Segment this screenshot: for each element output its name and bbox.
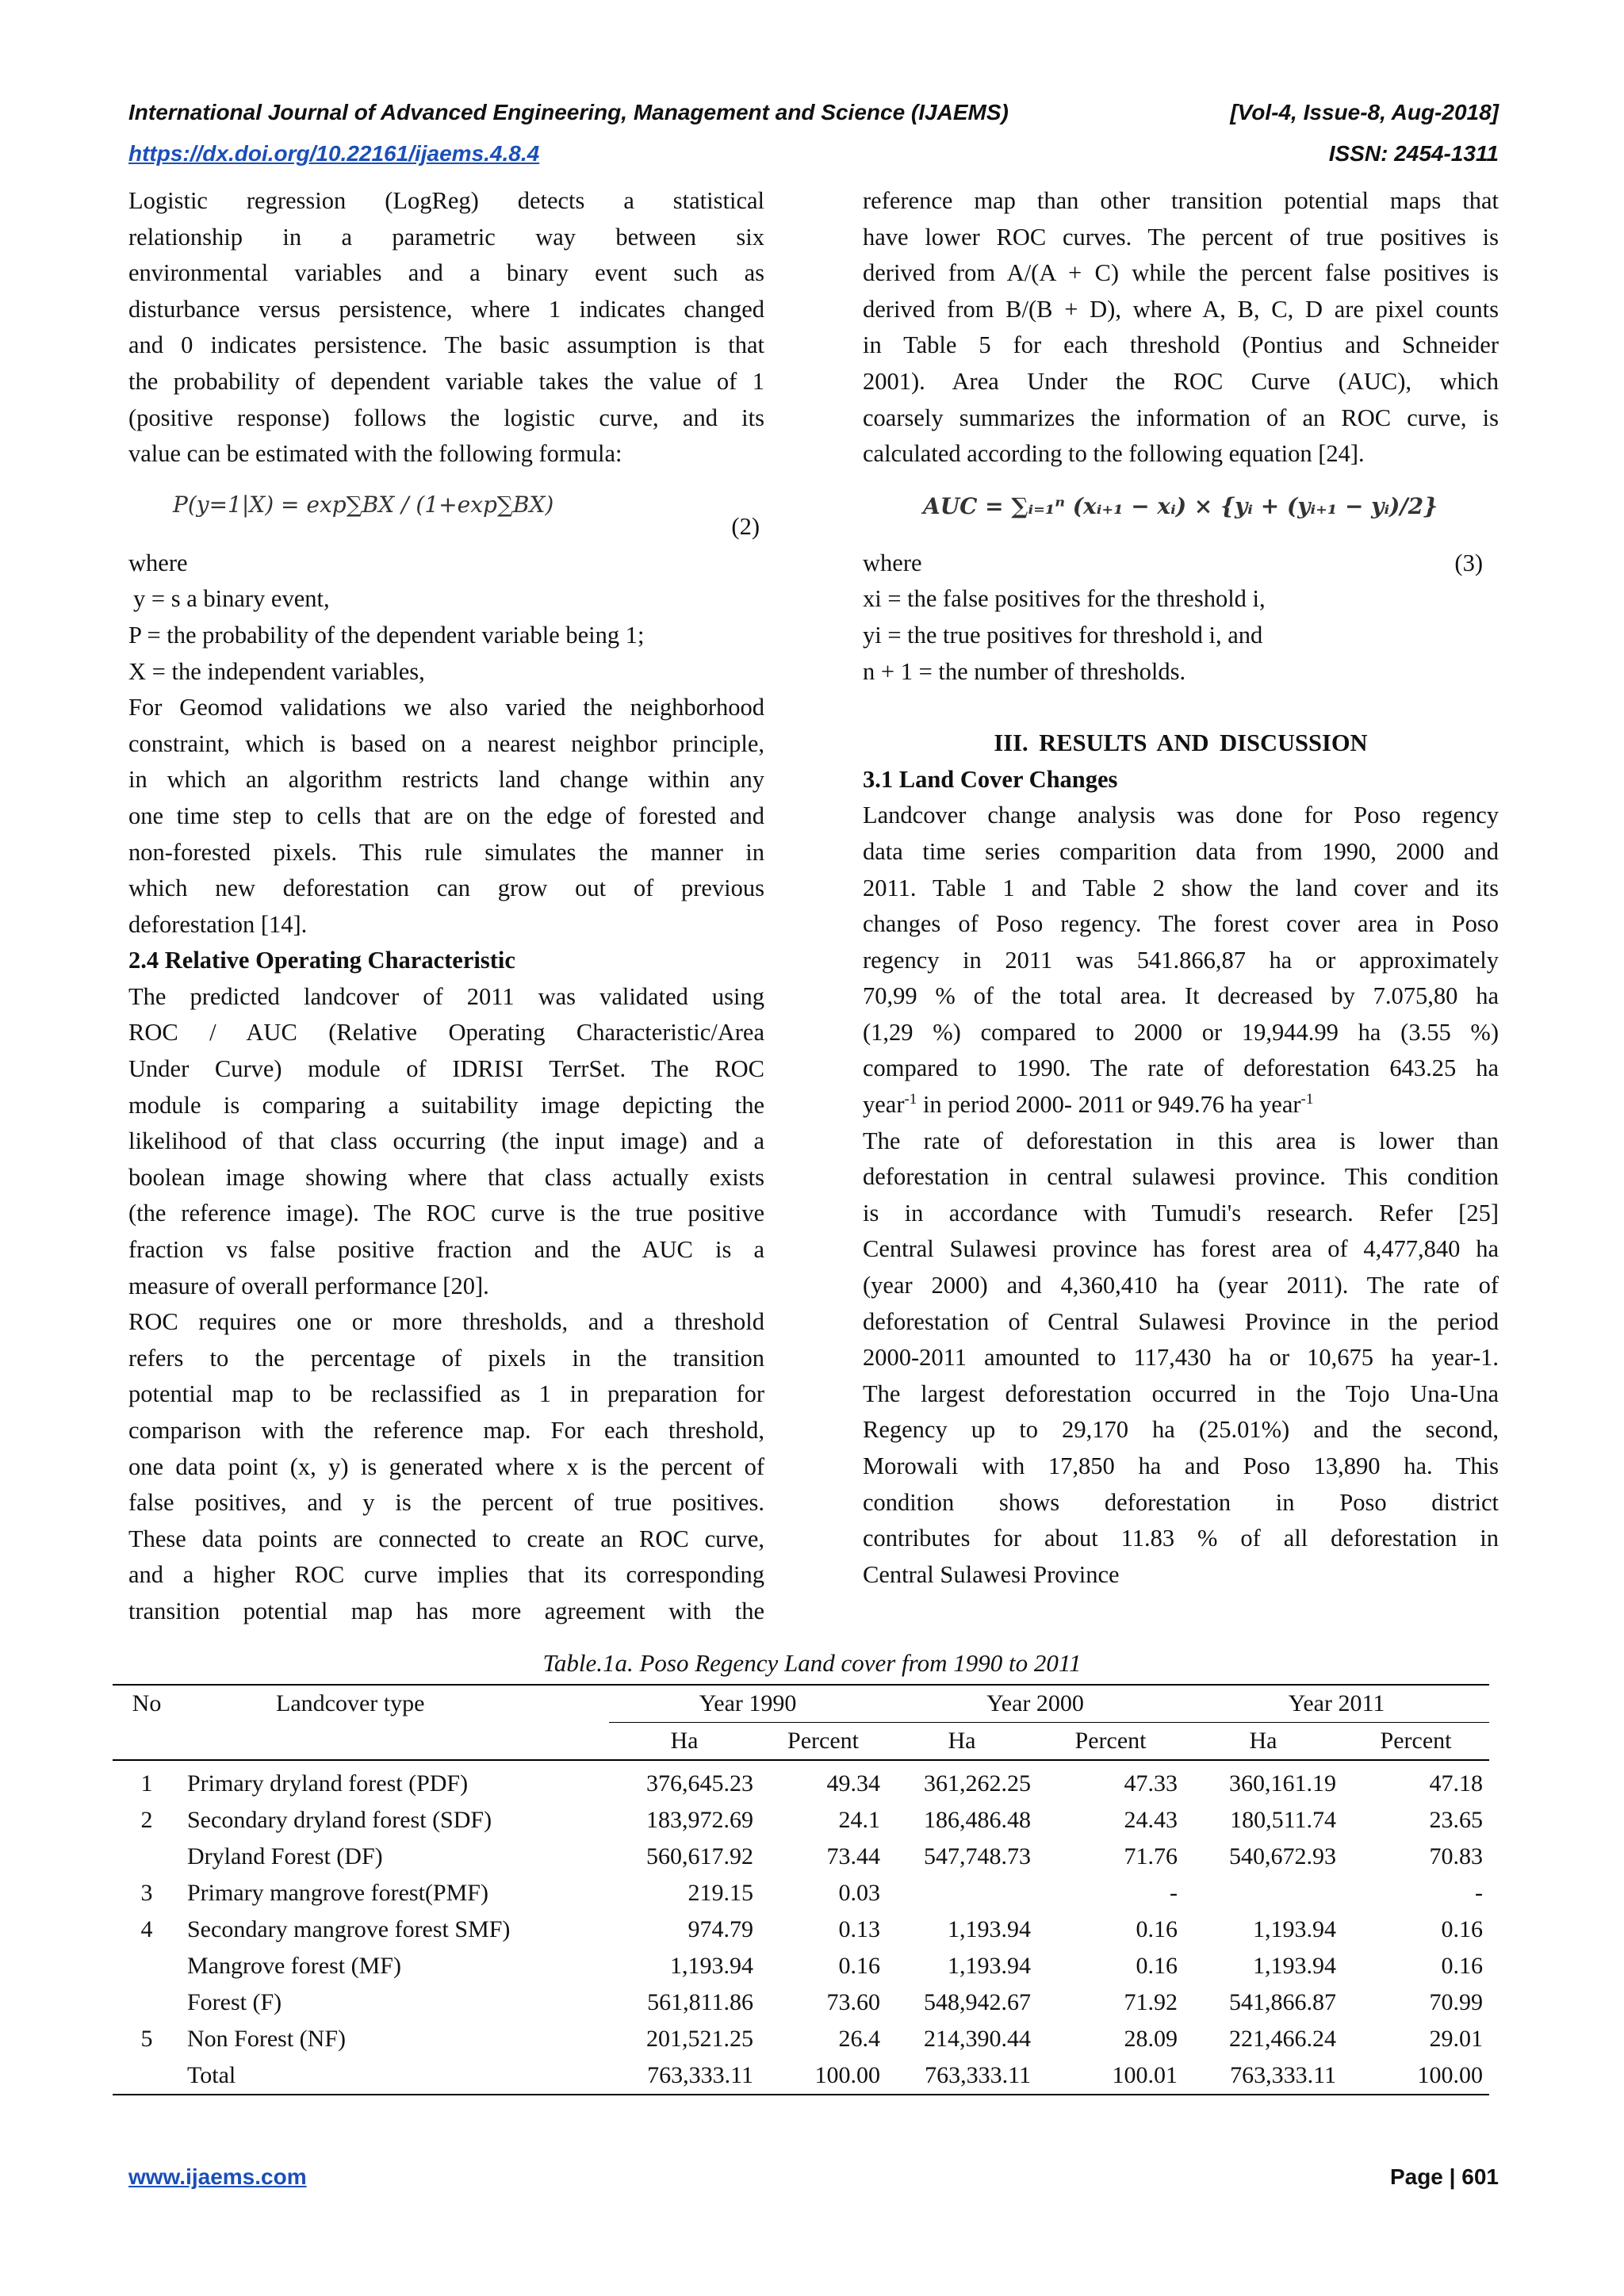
issn: ISSN: 2454-1311 <box>1328 141 1499 166</box>
text-line: coarsely summarizes the information of an ROC curve, is <box>863 404 1499 431</box>
text-line: contributes for about 11.83 % of all deforestation in <box>863 1525 1499 1552</box>
landcover-type-cell: Non Forest (NF) <box>187 2026 346 2052</box>
text-line: 2011. Table 1 and Table 2 show the land cover and its <box>863 874 1499 901</box>
text-line: false positives, and y is the percent of true positives. <box>128 1489 764 1517</box>
landcover-type-cell: Primary dryland forest (PDF) <box>187 1770 469 1797</box>
value-cell: 763,333.11 <box>609 2057 760 2095</box>
value-cell: 1,193.94 <box>1253 1916 1336 1942</box>
value-cell: 360,161.19 <box>1229 1770 1336 1797</box>
roc-paragraph <box>128 979 764 1304</box>
table-row <box>113 1875 1489 1911</box>
value-cell: 548,942.67 <box>924 1989 1031 2015</box>
text-line: calculated according to the following equation [24]. <box>863 440 1365 468</box>
value-cell: 180,511.74 <box>1230 1807 1336 1833</box>
volume-info: [Vol-4, Issue-8, Aug-2018] <box>1230 100 1499 124</box>
subheader-ha: Ha <box>887 1723 1037 1761</box>
row-number: 4 <box>140 1916 153 1942</box>
text-line: ROC / AUC (Relative Operating Characteristic/Area <box>128 1019 764 1047</box>
text-line: ROC requires one or more thresholds, and a threshold <box>128 1308 764 1336</box>
table-row <box>113 1839 1489 1875</box>
text-line: comparison with the reference map. For each threshold, <box>128 1417 764 1444</box>
text-line: yi = the true positives for threshold i, and <box>863 621 1263 649</box>
header-no: No <box>113 1685 181 1723</box>
value-cell: 1,193.94 <box>670 1953 753 1979</box>
text-line: measure of overall performance [20]. <box>128 1272 489 1299</box>
text-line: in which an algorithm restricts land change within any <box>128 766 764 794</box>
value-cell: 70.83 <box>1429 1843 1483 1869</box>
text-line: (1,29 %) compared to 2000 or 19,944.99 ha (3.55 %) <box>863 1018 1499 1046</box>
text-line: deforestation [14]. <box>128 910 308 938</box>
text-line: derived from B/(B + D), where A, B, C, D are pixel counts <box>863 295 1499 323</box>
text-line: disturbance versus persistence, where 1 indicates changed <box>128 295 764 323</box>
website-link[interactable]: www.ijaems.com <box>128 2164 307 2189</box>
value-cell: 71.92 <box>1124 1989 1178 2015</box>
text-line: and a higher ROC curve implies that its corresponding <box>128 1561 764 1589</box>
landcover-change-paragraph <box>863 798 1499 1123</box>
text-line: where <box>863 549 922 576</box>
text-line: compared to 1990. The rate of deforestation 643.25 ha <box>863 1054 1499 1082</box>
value-cell: 26.4 <box>838 2026 880 2052</box>
value-cell: 100.01 <box>1037 2057 1184 2095</box>
value-cell: 763,333.11 <box>1184 2057 1342 2095</box>
text-line: Logistic regression (LogReg) detects a statistical <box>128 187 764 214</box>
text-line: 2000-2011 amounted to 117,430 ha or 10,675 ha year-1. <box>863 1344 1499 1372</box>
subheader-ha: Ha <box>1184 1723 1342 1761</box>
left-column <box>128 183 764 1630</box>
text-line: Landcover change analysis was done for Poso regency <box>863 802 1499 829</box>
table-row <box>113 1911 1489 1948</box>
roc-continued-paragraph <box>863 183 1499 473</box>
value-cell: 0.16 <box>1441 1916 1483 1942</box>
value-cell: 201,521.25 <box>646 2026 753 2052</box>
value-cell: 0.03 <box>838 1880 880 1906</box>
value-cell <box>887 1875 1037 1911</box>
text-line: boolean image showing where that class actually exists <box>128 1163 764 1191</box>
auc-definitions <box>863 581 1499 690</box>
landcover-type-cell: Forest (F) <box>187 1989 282 2015</box>
journal-title: International Journal of Advanced Engineering, Management and Science (IJAEMS) <box>128 100 1009 124</box>
table-row <box>113 2021 1489 2057</box>
text-line: where <box>128 549 188 576</box>
text-line: environmental variables and a binary event such as <box>128 259 764 287</box>
header-year-2011: Year 2011 <box>1184 1685 1489 1723</box>
text-line: relationship in a parametric way between six <box>128 223 764 251</box>
text-line: and 0 indicates persistence. The basic assumption is that <box>128 331 764 359</box>
text-line: y = s a binary event, <box>133 585 330 613</box>
subheader-percent: Percent <box>1342 1723 1489 1761</box>
value-cell: 361,262.25 <box>924 1770 1031 1797</box>
text-line: The predicted landcover of 2011 was validated using <box>128 982 764 1010</box>
row-number: 1 <box>140 1770 153 1797</box>
text-line: (year 2000) and 4,360,410 ha (year 2011). The rate of <box>863 1272 1499 1299</box>
value-cell: 100.00 <box>760 2057 887 2095</box>
table-row <box>113 2057 1489 2095</box>
row-number: 2 <box>140 1807 153 1833</box>
text-line: Under Curve) module of IDRISI TerrSet. The ROC <box>128 1055 764 1083</box>
text-line: have lower ROC curves. The percent of true positives is <box>863 223 1499 251</box>
doi-header <box>128 140 1499 168</box>
text-line: For Geomod validations we also varied the neighborhood <box>128 694 764 721</box>
value-cell: 560,617.92 <box>646 1843 753 1869</box>
text-line: one time step to cells that are on the edge of forested and <box>128 802 764 829</box>
row-number: 3 <box>140 1880 153 1906</box>
section-heading-2-4: 2.4 Relative Operating Characteristic <box>128 947 515 974</box>
text-line: xi = the false positives for the threshold i, <box>863 585 1266 613</box>
text-line: X = the independent variables, <box>128 657 425 685</box>
text-line: deforestation in central sulawesi province. This condition <box>863 1163 1499 1191</box>
table-row <box>113 1760 1489 1802</box>
landcover-type-cell: Secondary mangrove forest SMF) <box>187 1916 511 1942</box>
equation-3-number: (3) <box>1454 549 1483 576</box>
text-line: fraction vs false positive fraction and the AUC is a <box>128 1236 764 1264</box>
text-line: The largest deforestation occurred in the Tojo Una-Una <box>863 1380 1499 1407</box>
text-line: transition potential map has more agreement with the <box>128 1597 764 1624</box>
header-year-1990: Year 1990 <box>609 1685 887 1723</box>
equation-2-number: (2) <box>731 512 760 540</box>
logreg-definitions <box>128 545 764 690</box>
superscript: -1 <box>1300 1090 1314 1108</box>
section-heading-3-1: 3.1 Land Cover Changes <box>863 765 1118 793</box>
text-line: 70,99 % of the total area. It decreased by 7.075,80 ha <box>863 982 1499 1010</box>
value-cell: 561,811.86 <box>647 1989 753 2015</box>
table-subheader-row <box>113 1723 1489 1761</box>
text-line: is in accordance with Tumudi's research. Refer [25] <box>863 1199 1499 1226</box>
right-column <box>863 183 1499 1593</box>
equation-2-formula: P(y=1|X) = exp∑BX / (1+exp∑BX) <box>173 491 554 518</box>
section-heading-3: III. RESULTS AND DISCUSSION <box>994 729 1368 757</box>
value-cell: 540,672.93 <box>1229 1843 1336 1869</box>
text-line: which new deforestation can grow out of previous <box>128 874 764 902</box>
row-number <box>113 2057 181 2095</box>
value-cell: 47.18 <box>1429 1770 1483 1797</box>
text-line: derived from A/(A + C) while the percent false positives is <box>863 259 1499 287</box>
subheader-percent: Percent <box>1037 1723 1184 1761</box>
text-line: deforestation of Central Sulawesi Province in the period <box>863 1307 1499 1335</box>
text-line: Regency up to 29,170 ha (25.01%) and the second, <box>863 1416 1499 1444</box>
value-cell: - <box>1475 1880 1483 1906</box>
text-line: n + 1 = the number of thresholds. <box>863 657 1186 685</box>
value-cell: 100.00 <box>1342 2057 1489 2095</box>
text-line: (the reference image). The ROC curve is the true positive <box>128 1200 764 1227</box>
value-cell: 214,390.44 <box>924 2026 1031 2052</box>
header-year-2000: Year 2000 <box>887 1685 1184 1723</box>
text-line: (positive response) follows the logistic curve, and its <box>128 404 764 431</box>
value-cell: 0.13 <box>838 1916 880 1942</box>
logreg-paragraph <box>128 183 764 473</box>
text-line: Morowali with 17,850 ha and Poso 13,890 ha. This <box>863 1452 1499 1479</box>
row-number <box>113 1839 181 1875</box>
value-cell: 186,486.48 <box>924 1807 1031 1833</box>
landcover-table <box>113 1684 1489 2095</box>
text-line: the probability of dependent variable takes the value of 1 <box>128 367 764 395</box>
geomod-paragraph <box>128 690 764 943</box>
value-cell: 1,193.94 <box>1253 1953 1336 1979</box>
text-line: The rate of deforestation in this area is lower than <box>863 1127 1499 1154</box>
subheader-ha: Ha <box>609 1723 760 1761</box>
text-line: P = the probability of the dependent variable being 1; <box>128 621 645 649</box>
text-line: changes of Poso regency. The forest cover area in Poso <box>863 910 1499 938</box>
page-footer <box>128 2164 1499 2190</box>
text-line: constraint, which is based on a nearest neighbor principle, <box>128 729 764 757</box>
landcover-type-cell: Dryland Forest (DF) <box>187 1843 383 1869</box>
value-cell: 974.79 <box>688 1916 753 1942</box>
value-cell: 541,866.87 <box>1229 1989 1336 2015</box>
value-cell <box>1184 1875 1342 1911</box>
value-cell: 73.44 <box>826 1843 880 1869</box>
value-cell: 183,972.69 <box>646 1807 753 1833</box>
text-line: in Table 5 for each threshold (Pontius and Schneider <box>863 331 1499 359</box>
landcover-type-cell: Primary mangrove forest(PMF) <box>187 1880 488 1906</box>
text-line: 2001). Area Under the ROC Curve (AUC), which <box>863 367 1499 395</box>
text-line: Central Sulawesi province has forest area of 4,477,840 ha <box>863 1235 1499 1263</box>
journal-header <box>128 98 1499 127</box>
value-cell: 547,748.73 <box>924 1843 1031 1869</box>
text-line: Central Sulawesi Province <box>863 1560 1120 1588</box>
text-line: one data point (x, y) is generated where x is the percent of <box>128 1452 764 1480</box>
equation-3 <box>863 473 1499 545</box>
deforestation-paragraph <box>863 1123 1499 1594</box>
page-number: Page | 601 <box>1389 2164 1499 2189</box>
value-cell: 70.99 <box>1429 1989 1483 2015</box>
value-cell: 1,193.94 <box>948 1953 1031 1979</box>
row-number: 5 <box>140 2026 153 2052</box>
text-fragment: year <box>863 1091 905 1119</box>
text-line: condition shows deforestation in Poso district <box>863 1488 1499 1516</box>
text-line: module is comparing a suitability image depicting the <box>128 1091 764 1119</box>
text-line <box>863 1087 1499 1123</box>
row-number <box>113 1984 181 2021</box>
text-line: non-forested pixels. This rule simulates the manner in <box>128 838 764 866</box>
superscript: -1 <box>904 1090 917 1108</box>
table-row <box>113 1984 1489 2021</box>
value-cell: 28.09 <box>1124 2026 1178 2052</box>
landcover-type-cell: Secondary dryland forest (SDF) <box>187 1807 492 1833</box>
equation-3-formula: AUC = ∑ᵢ₌₁ⁿ (xᵢ₊₁ − xᵢ) × {yᵢ + (yᵢ₊₁ − yᵢ)/2} <box>923 492 1438 519</box>
text-line: regency in 2011 was 541.866,87 ha or approximately <box>863 946 1499 974</box>
value-cell: 763,333.11 <box>887 2057 1037 2095</box>
table-row <box>113 1802 1489 1839</box>
text-line: value can be estimated with the following formula: <box>128 440 622 468</box>
value-cell: 376,645.23 <box>646 1770 753 1797</box>
subheader-percent: Percent <box>760 1723 887 1761</box>
value-cell: 219.15 <box>688 1880 753 1906</box>
value-cell: - <box>1170 1880 1178 1906</box>
row-number <box>113 1948 181 1984</box>
value-cell: 0.16 <box>838 1953 880 1979</box>
text-line: These data points are connected to create an ROC curve, <box>128 1525 764 1552</box>
value-cell: 0.16 <box>1136 1916 1178 1942</box>
value-cell: 71.76 <box>1124 1843 1178 1869</box>
text-line: potential map to be reclassified as 1 in preparation for <box>128 1380 764 1408</box>
value-cell: 1,193.94 <box>948 1916 1031 1942</box>
table-caption: Table.1a. Poso Regency Land cover from 1990 to 2011 <box>542 1649 1082 1677</box>
value-cell: 221,466.24 <box>1229 2026 1336 2052</box>
value-cell: 23.65 <box>1429 1807 1483 1833</box>
value-cell: 0.16 <box>1136 1953 1178 1979</box>
threshold-paragraph <box>128 1304 764 1629</box>
value-cell: 29.01 <box>1429 2026 1483 2052</box>
value-cell: 24.43 <box>1124 1807 1178 1833</box>
table-header-row <box>113 1685 1489 1723</box>
table-body <box>113 1760 1489 2095</box>
text-line: data time series comparition data from 1990, 2000 and <box>863 837 1499 865</box>
text-fragment: in period 2000- 2011 or 949.76 ha year <box>917 1091 1301 1119</box>
value-cell: 47.33 <box>1124 1770 1178 1797</box>
value-cell: 73.60 <box>826 1989 880 2015</box>
text-line: reference map than other transition potential maps that <box>863 187 1499 214</box>
value-cell: 0.16 <box>1441 1953 1483 1979</box>
equation-3-where <box>863 545 1499 582</box>
doi-link[interactable]: https://dx.doi.org/10.22161/ijaems.4.8.4 <box>128 141 540 166</box>
landcover-type-cell: Total <box>181 2057 609 2095</box>
value-cell: 24.1 <box>838 1807 880 1833</box>
equation-2 <box>128 473 764 545</box>
text-line: likelihood of that class occurring (the input image) and a <box>128 1127 764 1155</box>
table-row <box>113 1948 1489 1984</box>
landcover-type-cell: Mangrove forest (MF) <box>187 1953 401 1979</box>
text-line: refers to the percentage of pixels in the transition <box>128 1344 764 1372</box>
value-cell: 49.34 <box>826 1770 880 1797</box>
header-landcover-type: Landcover type <box>181 1685 609 1723</box>
